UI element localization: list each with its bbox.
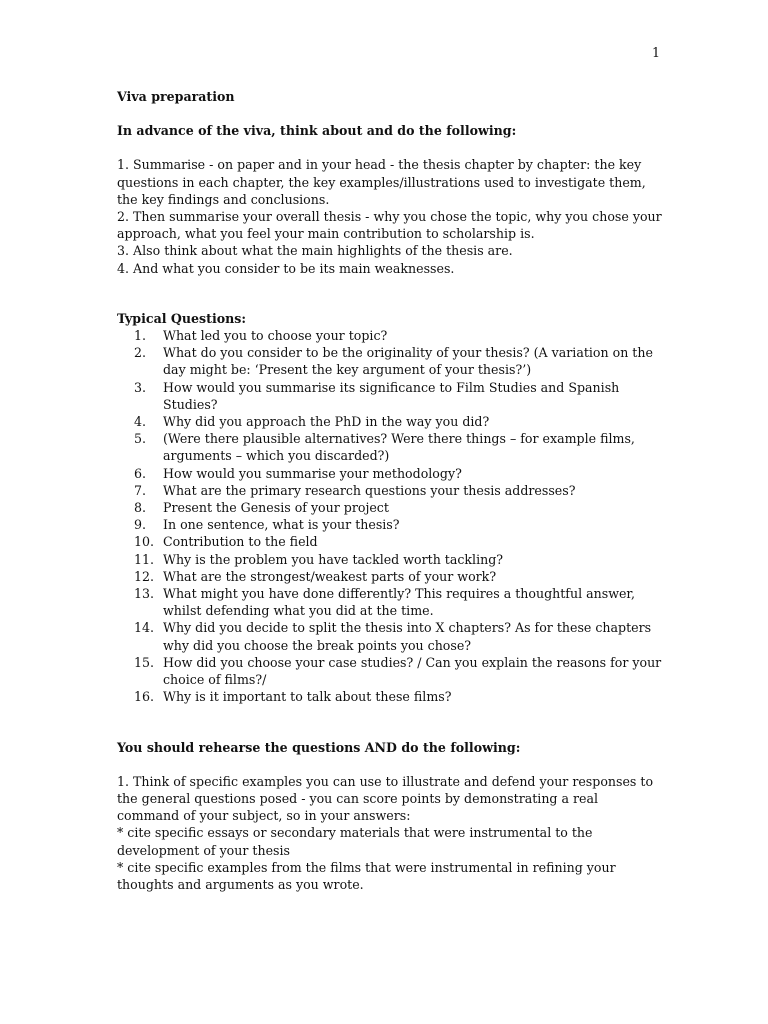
question-number: 6. [134,465,147,481]
question-text: How would you summarise your methodology? [163,465,462,481]
question-text: Why is it important to talk about these films? [163,689,452,705]
question-number: 10. [134,534,155,550]
advance-item: 2. Then summarise your overall thesis - why you chose the topic, why you chose your approach, what you feel your main contribution to scholarship is. [117,209,662,242]
question-text: Why is the problem you have tackled worth tackling? [163,551,504,567]
question-text: Present the Genesis of your project [163,500,389,516]
question-number: 3. [134,379,147,395]
question-text: What are the strongest/weakest parts of your work? [163,568,497,584]
question-number: 7. [134,482,147,498]
questions-heading: Typical Questions: [117,310,247,326]
rehearse-item: 1. Think of specific examples you can use to illustrate and defend your responses to the general questions posed - you can score points by demonstrating a real command of your subject, so in your answers: [117,773,654,824]
question-item [117,533,662,550]
question-number: 8. [134,500,147,516]
question-item [117,327,662,344]
question-number: 4. [134,414,147,430]
advance-item: 1. Summarise - on paper and in your head - the thesis chapter by chapter: the key questions in each chapter, the key examples/illustrations used to investigate them, the key findings and conclusions. [117,157,646,207]
question-number: 2. [134,345,147,361]
question-item [117,654,662,688]
question-item [117,551,662,568]
question-item [117,482,662,499]
question-number: 5. [134,431,147,447]
rehearse-heading: You should rehearse the questions AND do the following: [117,739,521,755]
question-text: In one sentence, what is your thesis? [163,517,400,533]
question-number: 12. [134,568,155,584]
question-item [117,516,662,533]
page-number: 1 [651,45,660,60]
question-text: What do you consider to be the originality of your thesis? (A variation on the day might be: ‘Present the key argument of your thesis?’) [163,345,653,378]
question-text: Contribution to the field [163,534,318,550]
question-text: What are the primary research questions your thesis addresses? [163,482,576,498]
question-text: How would you summarise its significance to Film Studies and Spanish Studies? [163,379,620,412]
question-item [117,585,662,619]
advance-heading: In advance of the viva, think about and do the following: [117,123,517,139]
questions-list [117,327,662,705]
spacer [117,706,662,739]
advance-item: 4. And what you consider to be its main weaknesses. [117,260,455,276]
rehearse-item: * cite specific examples from the films that were instrumental in refining your thoughts and arguments as you wrote. [117,859,616,892]
advance-list [117,156,662,276]
question-number: 16. [134,689,155,705]
question-text: How did you choose your case studies? / Can you explain the reasons for your choice of films?/ [163,654,662,688]
question-number: 15. [134,654,155,670]
question-number: 14. [134,620,155,636]
question-text: Why did you decide to split the thesis into X chapters? As for these chapters why did you choose the break points you chose? [163,620,652,653]
question-text: Why did you approach the PhD in the way you did? [163,414,490,430]
rehearse-item: * cite specific essays or secondary materials that were instrumental to the development of your thesis [117,825,593,858]
question-text: (Were there plausible alternatives? Were there things – for example films, arguments – which you discarded?) [163,431,635,464]
question-text: What might you have done differently? This requires a thoughtful answer, whilst defending what you did at the time. [163,586,636,619]
question-item [117,568,662,585]
question-item [117,465,662,482]
advance-item: 3. Also think about what the main highlights of the thesis are. [117,243,513,259]
question-item [117,688,662,705]
question-item [117,619,662,653]
question-number: 13. [134,586,155,602]
question-text: What led you to choose your topic? [163,328,388,344]
document-body [117,88,662,893]
spacer [117,277,662,310]
question-item [117,379,662,413]
question-item [117,430,662,464]
document-title: Viva preparation [117,89,235,104]
question-item [117,413,662,430]
question-number: 1. [134,328,147,344]
question-item [117,499,662,516]
question-number: 9. [134,517,147,533]
rehearse-list [117,773,662,893]
question-item [117,344,662,378]
question-number: 11. [134,551,155,567]
